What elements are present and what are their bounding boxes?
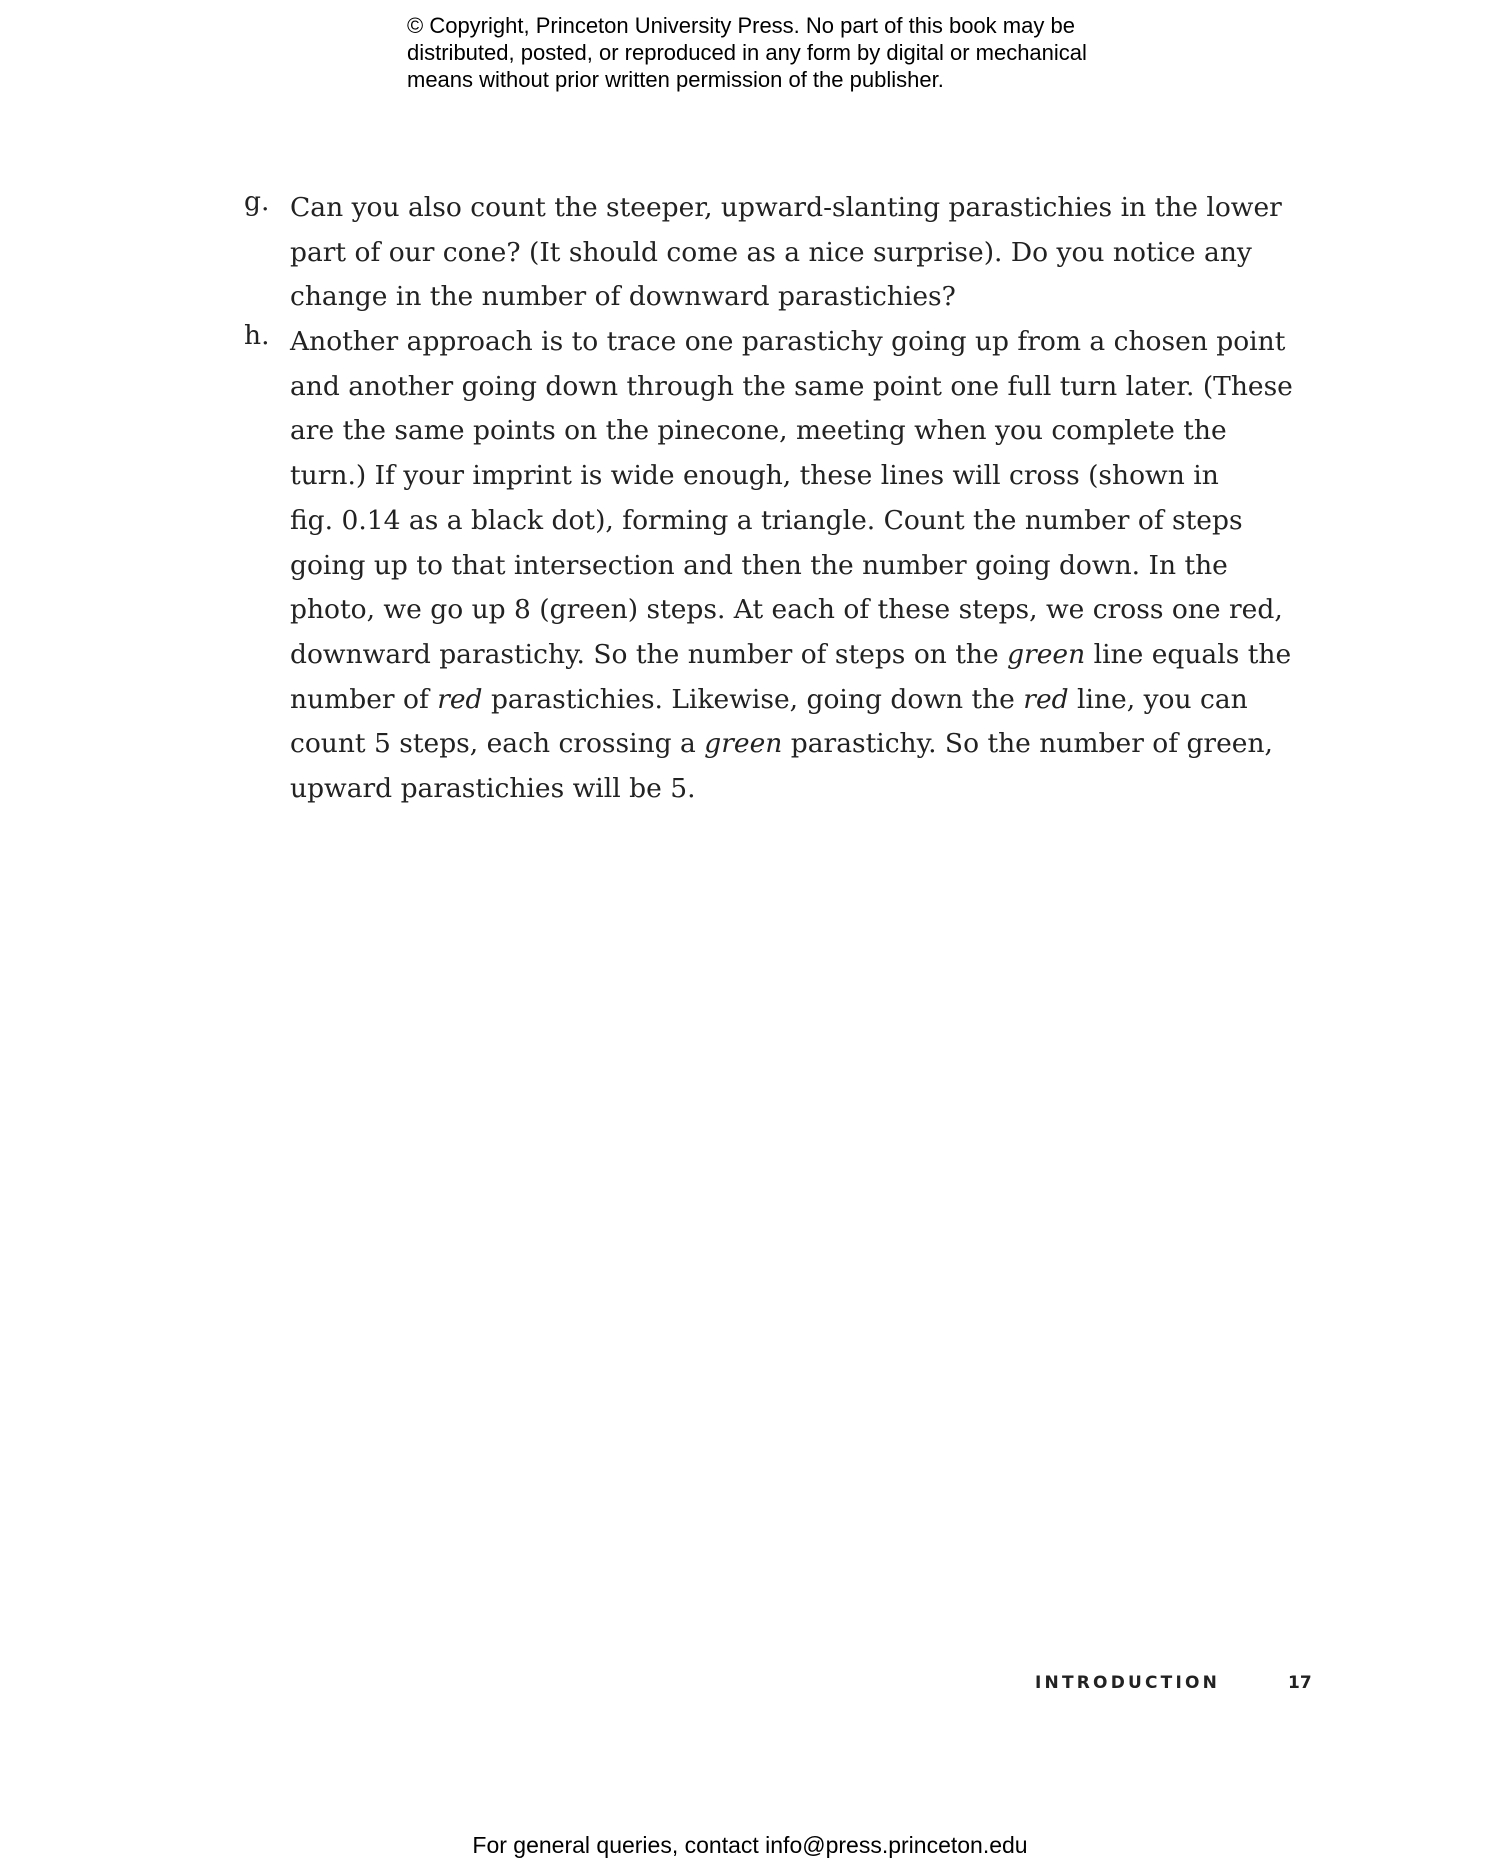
footer-contact: For general queries, contact info@press.princeton.edu (472, 1832, 1028, 1858)
text-line (290, 633, 1292, 678)
emphasis-red: red (1023, 683, 1069, 715)
list-marker: h. (244, 320, 270, 352)
copyright-line: © Copyright, Princeton University Press. No part of this book may be (407, 13, 1075, 38)
text-line (290, 678, 1248, 723)
text-line: Can you also count the steeper, upward-slanting parastichies in the lower (290, 192, 1282, 223)
text-line: photo, we go up 8 (green) steps. At each of these steps, we cross one red, (290, 594, 1283, 626)
text-line: upward parastichies will be 5. (290, 772, 696, 804)
text-line: Another approach is to trace one parastichy going up from a chosen point (290, 326, 1286, 358)
text-run: parastichy. So the number of green, (782, 728, 1273, 760)
page-number: 17 (1288, 1673, 1312, 1693)
text-line (290, 722, 1273, 767)
text-line: are the same points on the pinecone, meeting when you complete the (290, 415, 1227, 447)
text-line: fig. 0.14 as a black dot), forming a triangle. Count the number of steps (290, 504, 1243, 536)
list-marker: g. (244, 186, 270, 217)
text-run: count 5 steps, each crossing a (290, 728, 705, 760)
emphasis-green: green (704, 728, 783, 760)
list-item-g (244, 186, 1282, 320)
emphasis-green: green (1007, 638, 1086, 670)
copyright-line: distributed, posted, or reproduced in any form by digital or mechanical (407, 40, 1087, 65)
body-text (244, 186, 1293, 812)
list-item-h (244, 320, 1293, 812)
text-run: line, you can (1068, 683, 1248, 715)
text-line: going up to that intersection and then the number going down. In the (290, 549, 1228, 581)
copyright-line: means without prior written permission of the publisher. (407, 67, 944, 92)
emphasis-red: red (437, 683, 483, 715)
text-line: change in the number of downward parastichies? (290, 281, 956, 313)
text-run: parastichies. Likewise, going down the (482, 683, 1024, 715)
running-head: INTRODUCTION (1035, 1673, 1221, 1693)
copyright-notice (407, 12, 1147, 93)
text-run: downward parastichy. So the number of steps on the (290, 638, 1008, 670)
text-line: part of our cone? (It should come as a nice surprise). Do you notice any (290, 236, 1252, 268)
text-line: turn.) If your imprint is wide enough, these lines will cross (shown in (290, 460, 1219, 492)
text-line: and another going down through the same point one full turn later. (These (290, 370, 1293, 402)
text-run: line equals the (1085, 638, 1292, 670)
text-run: number of (290, 683, 438, 715)
